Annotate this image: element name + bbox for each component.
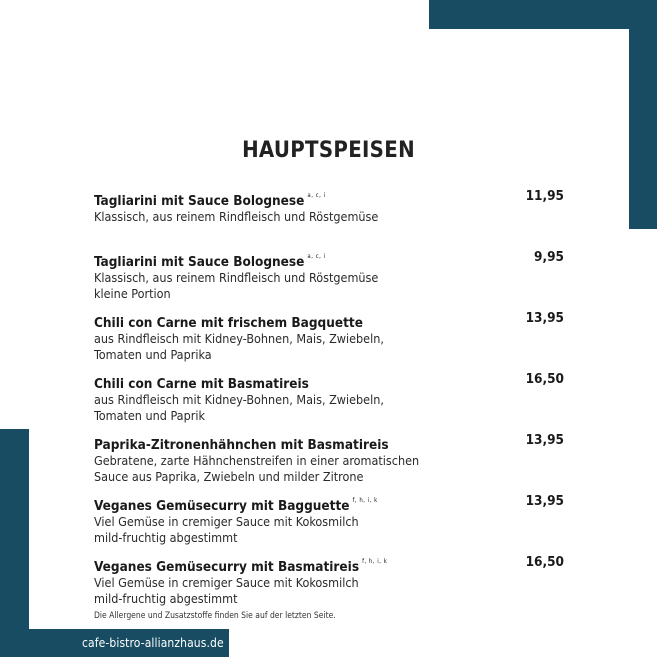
allergen-codes: f, h, i, k: [362, 558, 388, 565]
corner-decoration-right: [629, 0, 657, 229]
menu-item-name: Veganes Gemüsecurry mit Bagguette $^{f, h, i, k}$: [94, 497, 378, 514]
menu-item: [94, 188, 564, 249]
menu-item-price: 16,50: [525, 371, 564, 387]
menu-item-description: Gebratene, zarte Hähnchenstreifen in einer aromatischen: [94, 453, 420, 468]
corner-decoration-left: [0, 429, 29, 657]
menu-item-description: Klassisch, aus reinem Rindfleisch und Röstgemüse: [94, 270, 379, 285]
menu-item-name: Chili con Carne mit Basmatireis: [94, 376, 309, 392]
website-link[interactable]: cafe-bistro-allianzhaus.de: [82, 636, 224, 650]
menu-item-description: aus Rindfleisch mit Kidney-Bohnen, Mais, Zwiebeln,: [94, 392, 384, 407]
menu-item: [94, 371, 564, 432]
menu-item-description: Viel Gemüse in cremiger Sauce mit Kokosmilch: [94, 514, 359, 529]
menu-item-price: 13,95: [525, 432, 564, 448]
allergen-codes: a, c, i: [307, 192, 326, 199]
menu-item-name: Tagliarini mit Sauce Bolognese $^{a, c, i}$: [94, 192, 326, 209]
corner-decoration-top: [429, 0, 657, 29]
menu-item: [94, 554, 564, 615]
menu-item-price: 13,95: [525, 493, 564, 509]
menu-item: [94, 493, 564, 554]
menu-item-description: Viel Gemüse in cremiger Sauce mit Kokosmilch: [94, 575, 359, 590]
menu-item-description: Tomaten und Paprika: [94, 346, 212, 362]
website-footer: [0, 629, 229, 657]
menu-item-description: Tomaten und Paprik: [94, 407, 205, 423]
menu-item: [94, 310, 564, 371]
menu-item-description: Klassisch, aus reinem Rindfleisch und Röstgemüse: [94, 209, 379, 224]
allergen-codes: a, c, i: [307, 253, 326, 260]
menu-item-price: 11,95: [525, 188, 564, 204]
page-title: HAUPTSPEISEN: [242, 138, 415, 163]
menu-item-description: mild-fruchtig abgestimmt: [94, 529, 238, 545]
allergen-codes: f, h, i, k: [352, 497, 378, 504]
menu-item: [94, 249, 564, 310]
menu-item-description: Sauce aus Paprika, Zwiebeln und milder Zitrone: [94, 468, 364, 484]
menu-item-price: 13,95: [525, 310, 564, 326]
menu-item-name: Paprika-Zitronenhähnchen mit Basmatireis: [94, 437, 389, 453]
menu-item-name: Chili con Carne mit frischem Bagquette: [94, 315, 363, 331]
menu-item-name: Veganes Gemüsecurry mit Basmatireis $^{f, h, i, k}$: [94, 558, 388, 575]
allergen-note: Die Allergene und Zusatzstoffe finden Sie auf der letzten Seite.: [94, 611, 336, 621]
menu-item-price: 9,95: [534, 249, 564, 265]
menu-item-price: 16,50: [525, 554, 564, 570]
menu-item-description: mild-fruchtig abgestimmt: [94, 590, 238, 606]
menu-item-description: kleine Portion: [94, 285, 171, 301]
menu-item-name: Tagliarini mit Sauce Bolognese $^{a, c, i}$: [94, 253, 326, 270]
menu-item: [94, 432, 564, 493]
menu-item-description: aus Rindfleisch mit Kidney-Bohnen, Mais, Zwiebeln,: [94, 331, 384, 346]
menu-list: [94, 188, 564, 615]
